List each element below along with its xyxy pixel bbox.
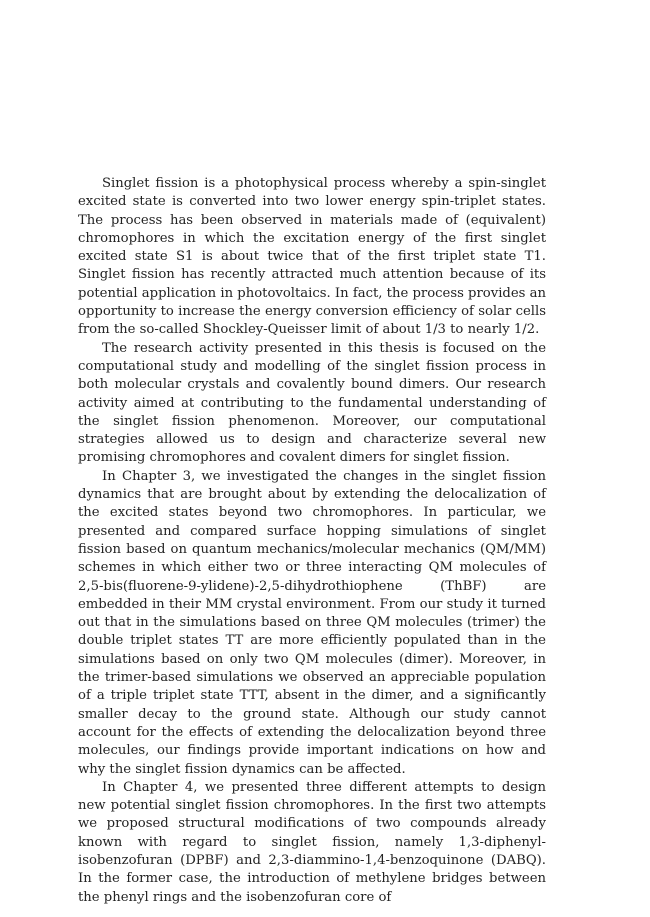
paragraph-research-activity: The research activity presented in this thesis is focused on the computational study and modelling of the singlet fission process in both molecular crystals and covalently bound dimers. Our research activity aimed at contributing to the fundamental understanding of the singlet fission phenomenon. Moreover, our computational strategies allowed us to design and characterize several new promising chromophores and covalent dimers for singlet fission. xyxy=(78,340,546,466)
paragraph-chapter-3: In Chapter 3, we investigated the changes in the singlet fission dynamics that are brought about by extending the delocalization of the excited states beyond two chromophores. In particular, we presented and compared surface hopping simulations of singlet fission based on quantum mechanics/molecular mechanics (QM/MM) schemes in which either two or three interacting QM molecules of 2,5-bis(fluorene-9-ylidene)-2,5-dihydrothiophene (ThBF) are embedded in their MM crystal environment. From our study it turned out that in the simulations based on three QM molecules (trimer) the double triplet states TT are more efficiently populated than in the simulations based on only two QM molecules (dimer). Moreover, in the trimer-based simulations we observed an appreciable population of a triple triplet state TTT, absent in the dimer, and a significantly smaller decay to the ground state. Although our study cannot account for the effects of extending the delocalization beyond three molecules, our findings provide important indications on how and why the singlet fission dynamics can be affected. xyxy=(78,468,546,777)
paragraph-chapter-4: In Chapter 4, we presented three different attempts to design new potential singlet fission chromophores. In the first two attempts we proposed structural modifications of two compounds already known with regard to singlet fission, namely 1,3-diphenyl-isobenzofuran (DPBF) and 2,3-diammino-1,4-benzoquinone (DABQ). In the former case, the introduction of methylene bridges between the phenyl rings and the isobenzofuran core of xyxy=(78,779,546,905)
document-body xyxy=(78,175,546,907)
paragraph-intro: Singlet fission is a photophysical process whereby a spin-singlet excited state is converted into two lower energy spin-triplet states. The process has been observed in materials made of (equivalent) chromophores in which the excitation energy of the first singlet excited state S1 is about twice that of the first triplet state T1. Singlet fission has recently attracted much attention because of its potential application in photovoltaics. In fact, the process provides an opportunity to increase the energy conversion efficiency of solar cells from the so-called Shockley-Queisser limit of about 1/3 to nearly 1/2. xyxy=(78,176,546,338)
